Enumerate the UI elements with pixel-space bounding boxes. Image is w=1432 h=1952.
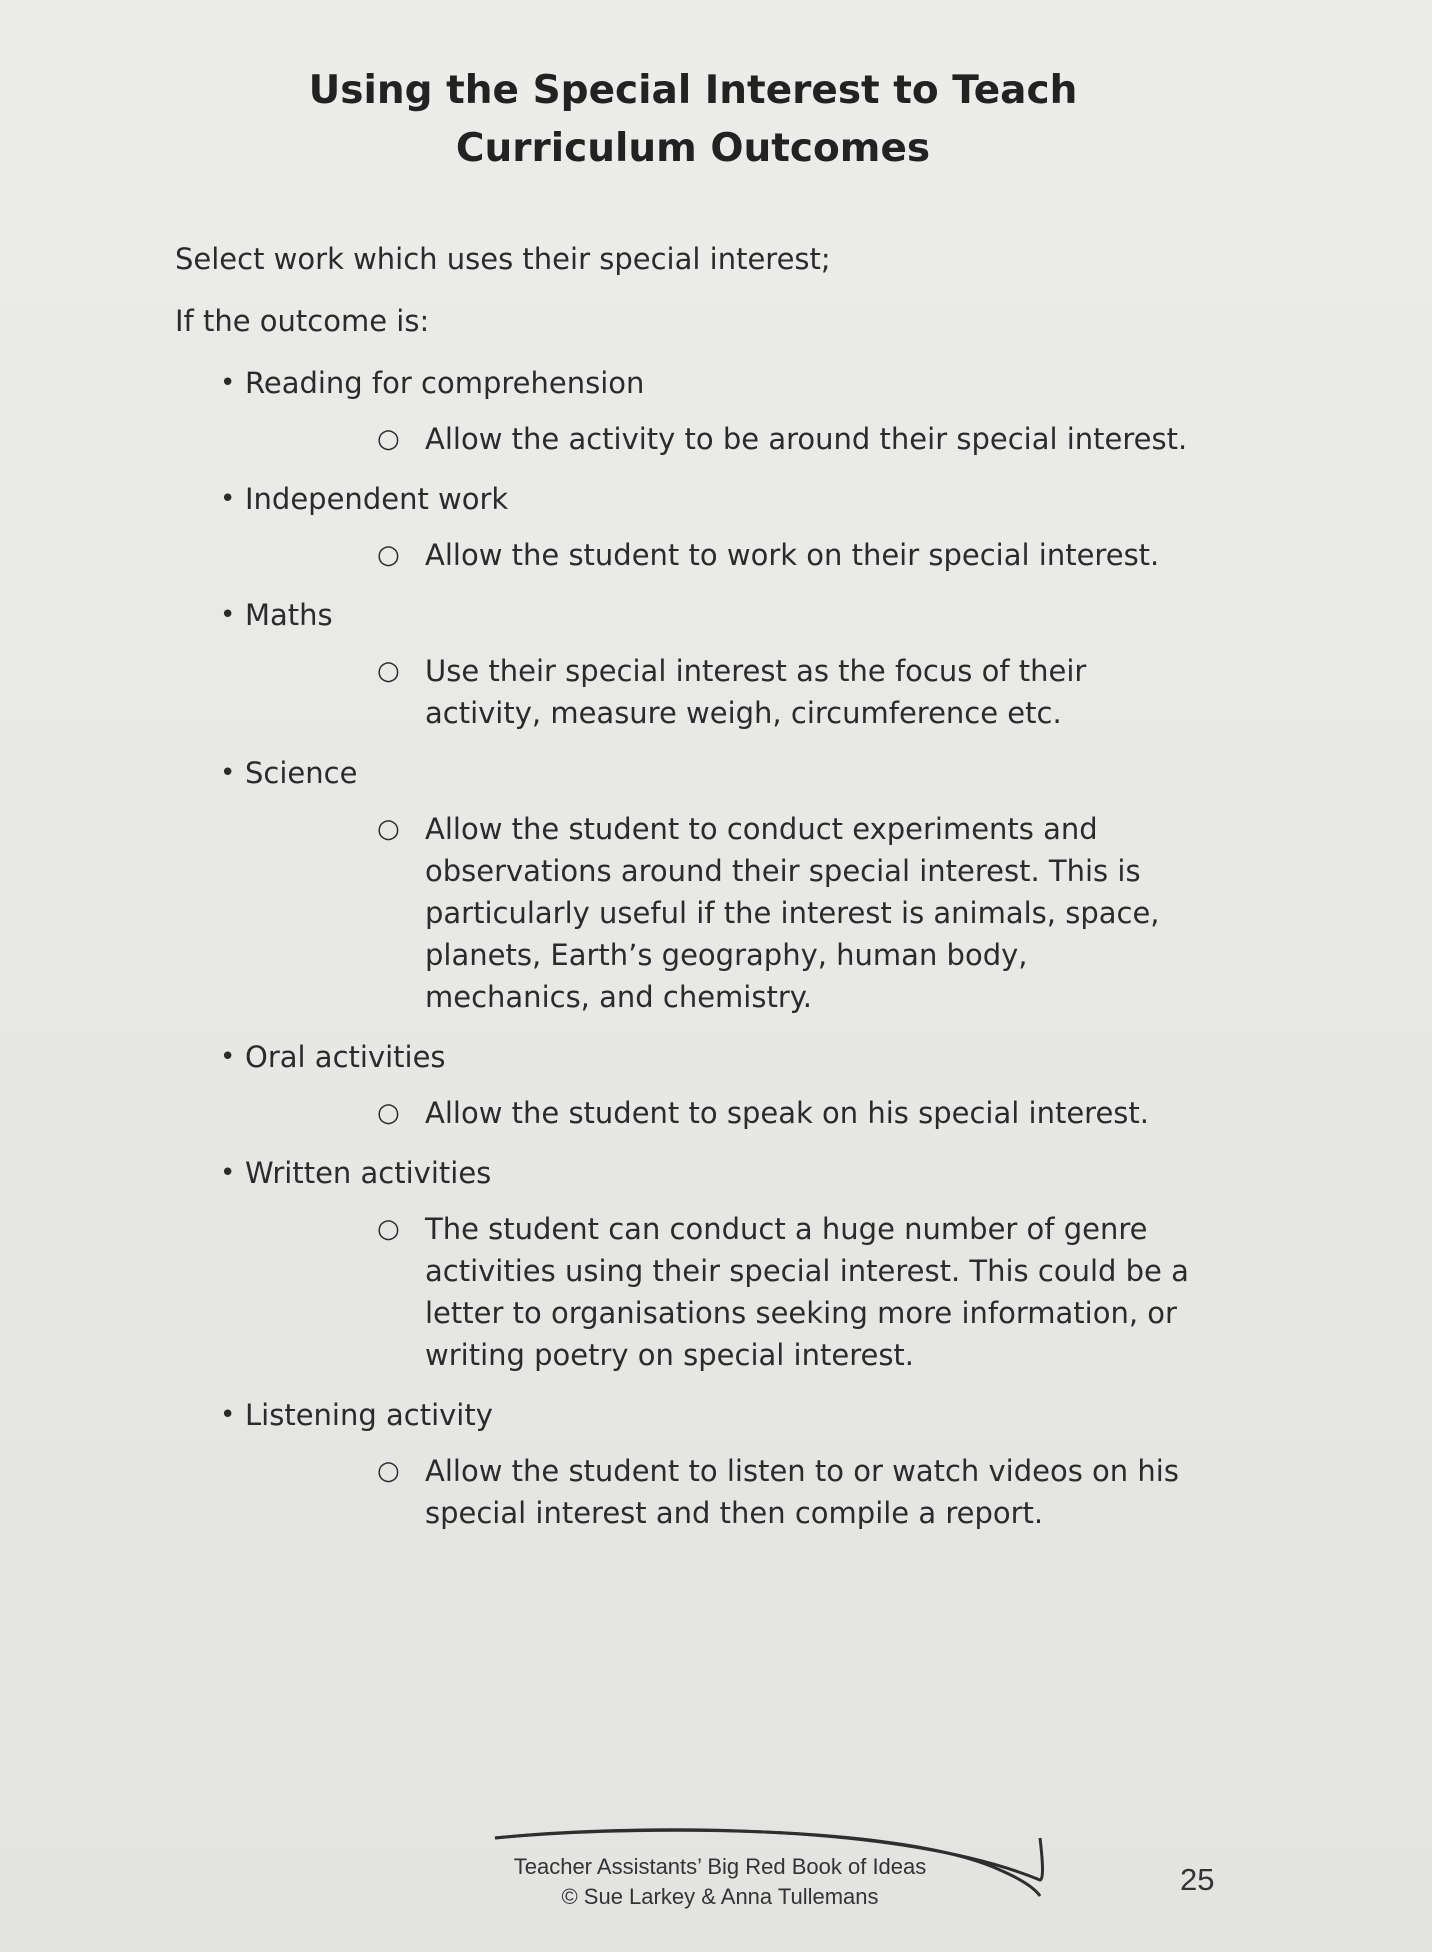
item-label: Science	[245, 756, 358, 790]
circle-bullet-icon: ○	[377, 656, 400, 686]
sub-item-text: Allow the activity to be around their special interest.	[425, 422, 1188, 456]
bullet-icon: •	[220, 1158, 236, 1188]
circle-bullet-icon: ○	[377, 1098, 400, 1128]
page-number: 25	[1180, 1862, 1215, 1897]
circle-bullet-icon: ○	[377, 1214, 400, 1244]
item-label: Maths	[245, 598, 333, 632]
list-item-science	[175, 752, 1235, 1018]
page-title	[0, 62, 1386, 178]
intro-select: Select work which uses their special interest;	[175, 242, 831, 276]
main-content	[175, 238, 1235, 1552]
item-label: Oral activities	[245, 1040, 446, 1074]
title-line-1: Using the Special Interest to Teach	[308, 68, 1078, 113]
bullet-icon: •	[220, 758, 236, 788]
item-label: Listening activity	[245, 1398, 493, 1432]
list-item-oral	[175, 1036, 1235, 1134]
item-label: Reading for comprehension	[245, 366, 645, 400]
sub-item-text: Allow the student to listen to or watch videos on his special interest and then compile a report.	[425, 1454, 1179, 1530]
sub-item-text: Allow the student to conduct experiments and observations around their special interest. This is particularly useful if the interest is animals, space, planets, Earth’s geography, human body, mechanics, and chemistry.	[425, 812, 1160, 1014]
circle-bullet-icon: ○	[377, 424, 400, 454]
list-item-independent	[175, 478, 1235, 576]
sub-item-text: Allow the student to speak on his special interest.	[425, 1096, 1149, 1130]
list-item-listening	[175, 1394, 1235, 1534]
list-item-written	[175, 1152, 1235, 1376]
sub-item	[245, 808, 1235, 1018]
intro-outcome: If the outcome is:	[175, 304, 430, 338]
title-line-2: Curriculum Outcomes	[455, 126, 931, 171]
item-label: Written activities	[245, 1156, 492, 1190]
list-item-reading	[175, 362, 1235, 460]
sub-item	[245, 534, 1235, 576]
sub-item-text: The student can conduct a huge number of genre activities using their special interest. This could be a letter to organisations seeking more information, or writing poetry on special interest.	[425, 1212, 1189, 1372]
item-label: Independent work	[245, 482, 509, 516]
sub-item	[245, 1208, 1235, 1376]
bullet-icon: •	[220, 1400, 236, 1430]
bullet-icon: •	[220, 600, 236, 630]
circle-bullet-icon: ○	[377, 540, 400, 570]
outcome-list	[175, 362, 1235, 1534]
sub-item	[245, 418, 1235, 460]
footer	[480, 1810, 1060, 1920]
footer-book-title: Teacher Assistants’ Big Red Book of Ideas	[513, 1854, 927, 1879]
sub-item	[245, 650, 1235, 734]
sub-item	[245, 1450, 1235, 1534]
footer-copyright: © Sue Larkey & Anna Tullemans	[561, 1884, 879, 1909]
bullet-icon: •	[220, 368, 236, 398]
circle-bullet-icon: ○	[377, 1456, 400, 1486]
bullet-icon: •	[220, 1042, 236, 1072]
sub-item-text: Allow the student to work on their special interest.	[425, 538, 1160, 572]
list-item-maths	[175, 594, 1235, 734]
sub-item	[245, 1092, 1235, 1134]
sub-item-text: Use their special interest as the focus of their activity, measure weigh, circumference etc.	[425, 654, 1087, 730]
bullet-icon: •	[220, 484, 236, 514]
footer-text	[480, 1852, 960, 1912]
circle-bullet-icon: ○	[377, 814, 400, 844]
